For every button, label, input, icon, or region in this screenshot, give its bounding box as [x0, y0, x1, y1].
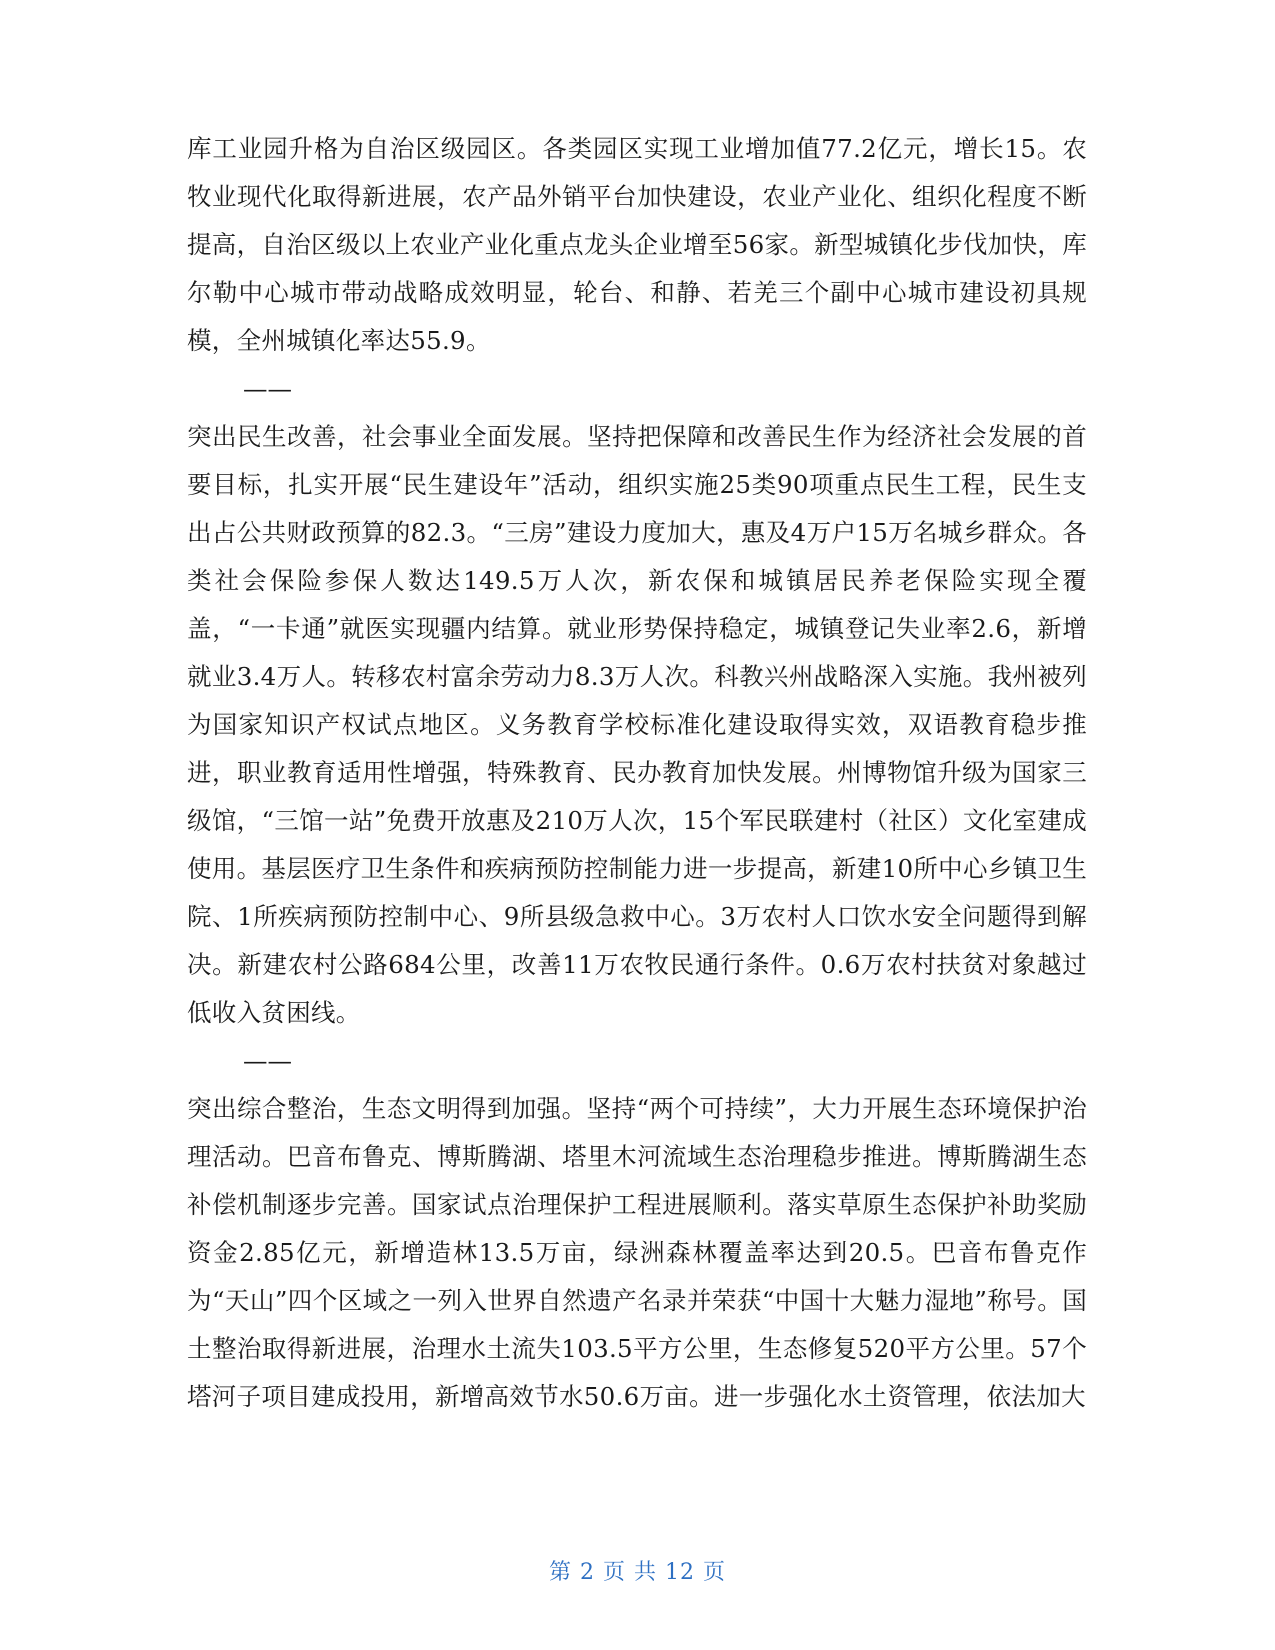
page-number: 第 2 页 共 12 页	[549, 1560, 726, 1585]
paragraph: 突出民生改善，社会事业全面发展。坚持把保障和改善民生作为经济社会发展的首要目标，扎实开展“民生建设年”活动，组织实施25类90项重点民生工程，民生支出占公共财政预算的82.3。“三房”建设力度加大，惠及4万户15万名城乡群众。各类社会保险参保人数达149.5万人次，新农保和城镇居民养老保险实现全覆盖，“一卡通”就医实现疆内结算。就业形势保持稳定，城镇登记失业率2.6，新增就业3.4万人。转移农村富余劳动力8.3万人次。科教兴州战略深入实施。我州被列为国家知识产权试点地区。义务教育学校标准化建设取得实效，双语教育稳步推进，职业教育适用性增强，特殊教育、民办教育加快发展。州博物馆升级为国家三级馆，“三馆一站”免费开放惠及210万人次，15个军民联建村（社区）文化室建成使用。基层医疗卫生条件和疾病预防控制能力进一步提高，新建10所中心乡镇卫生院、1所疾病预防控制中心、9所县级急救中心。3万农村人口饮水安全问题得到解决。新建农村公路684公里，改善11万农牧民通行条件。0.6万农村扶贫对象越过低收入贫困线。	[187, 422, 1087, 1027]
dash-separator: ——	[243, 374, 292, 403]
document-body	[187, 125, 1087, 1421]
paragraph: 突出综合整治，生态文明得到加强。坚持“两个可持续”，大力开展生态环境保护治理活动。巴音布鲁克、博斯腾湖、塔里木河流域生态治理稳步推进。博斯腾湖生态补偿机制逐步完善。国家试点治理保护工程进展顺利。落实草原生态保护补助奖励资金2.85亿元，新增造林13.5万亩，绿洲森林覆盖率达到20.5。巴音布鲁克作为“天山”四个区域之一列入世界自然遗产名录并荣获“中国十大魅力湿地”称号。国土整治取得新进展，治理水土流失103.5平方公里，生态修复520平方公里。57个塔河子项目建成投用，新增高效节水50.6万亩。进一步强化水土资管理，依法加大	[187, 1094, 1087, 1411]
page-footer	[0, 1555, 1275, 1586]
paragraph: 库工业园升格为自治区级园区。各类园区实现工业增加值77.2亿元，增长15。农牧业现代化取得新进展，农产品外销平台加快建设，农业产业化、组织化程度不断提高，自治区级以上农业产业化重点龙头企业增至56家。新型城镇化步伐加快，库尔勒中心城市带动战略成效明显，轮台、和静、若羌三个副中心城市建设初具规模，全州城镇化率达55.9。	[187, 134, 1087, 355]
dash-separator: ——	[243, 1046, 292, 1075]
